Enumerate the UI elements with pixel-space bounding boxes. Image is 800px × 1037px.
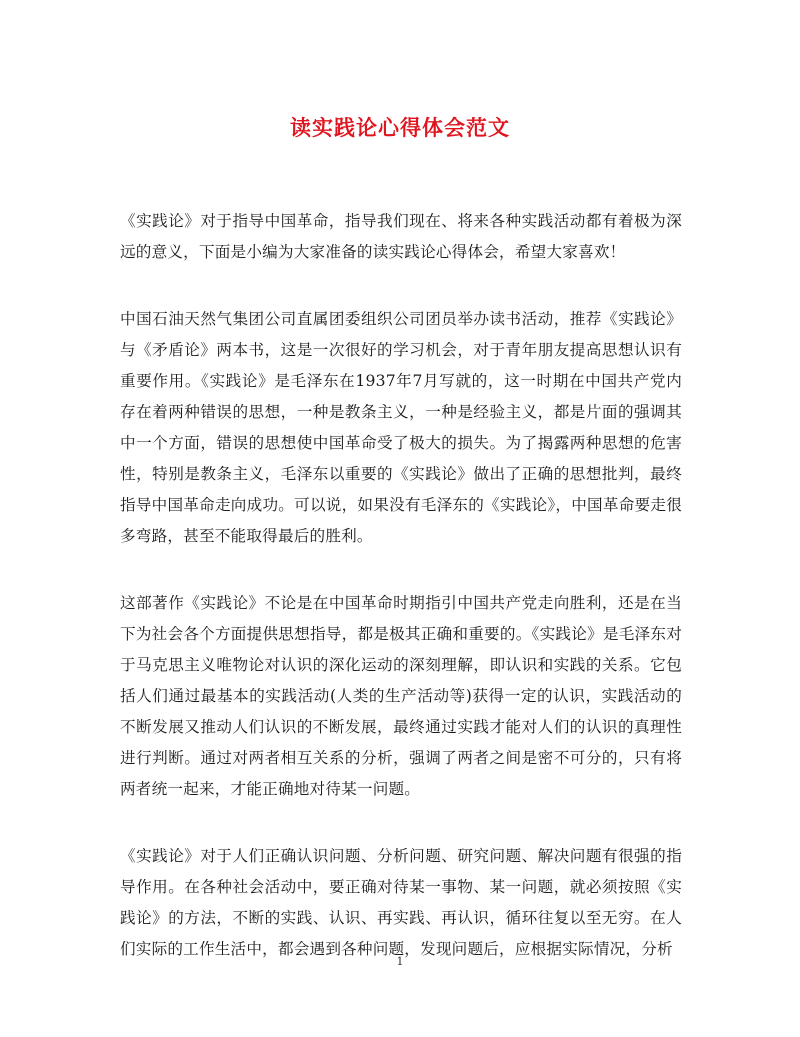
paragraph-background: 中国石油天然气集团公司直属团委组织公司团员举办读书活动，推荐《实践论》与《矛盾论》两本书，这是一次很好的学习机会，对于青年朋友提高思想认识有重要作用。《实践论》是毛泽东在1937年7月写就的，这一时期在中国共产党内存在着两种错误的思想，一种是教条主义，一种是经验主义，都是片面的强调其中一个方面，错误的思想使中国革命受了极大的损失。为了揭露两种思想的危害性，特别是教条主义，毛泽东以重要的《实践论》做出了正确的思想批判，最终指导中国革命走向成功。可以说，如果没有毛泽东的《实践论》，中国革命要走很多弯路，甚至不能取得最后的胜利。 bbox=[120, 310, 682, 545]
document-body bbox=[120, 206, 682, 1001]
page-number: 1 bbox=[396, 955, 404, 968]
paragraph-guidance: 《实践论》对于人们正确认识问题、分析问题、研究问题、解决问题有很强的指导作用。在各种社会活动中，要正确对待某一事物、某一问题，就必须按照《实践论》的方法，不断的实践、认识、再实践、再认识，循环往复以至无穷。在人们实际的工作生活中，都会遇到各种问题，发现问题后，应根据实际情况，分析 bbox=[120, 847, 682, 958]
document-title: 读实践论心得体会范文 bbox=[290, 115, 510, 140]
paragraph-intro: 《实践论》对于指导中国革命，指导我们现在、将来各种实践活动都有着极为深远的意义，下面是小编为大家准备的读实践论心得体会，希望大家喜欢！ bbox=[120, 212, 682, 261]
paragraph-significance: 这部著作《实践论》不论是在中国革命时期指引中国共产党走向胜利，还是在当下为社会各个方面提供思想指导，都是极其正确和重要的。《实践论》是毛泽东对于马克思主义唯物论对认识的深化运动的深刻理解，即认识和实践的关系。它包括人们通过最基本的实践活动(人类的生产活动等)获得一定的认识，实践活动的不断发展又推动人们认识的不断发展，最终通过实践才能对人们的认识的真理性进行判断。通过对两者相互关系的分析，强调了两者之间是密不可分的，只有将两者统一起来，才能正确地对待某一问题。 bbox=[120, 594, 682, 798]
